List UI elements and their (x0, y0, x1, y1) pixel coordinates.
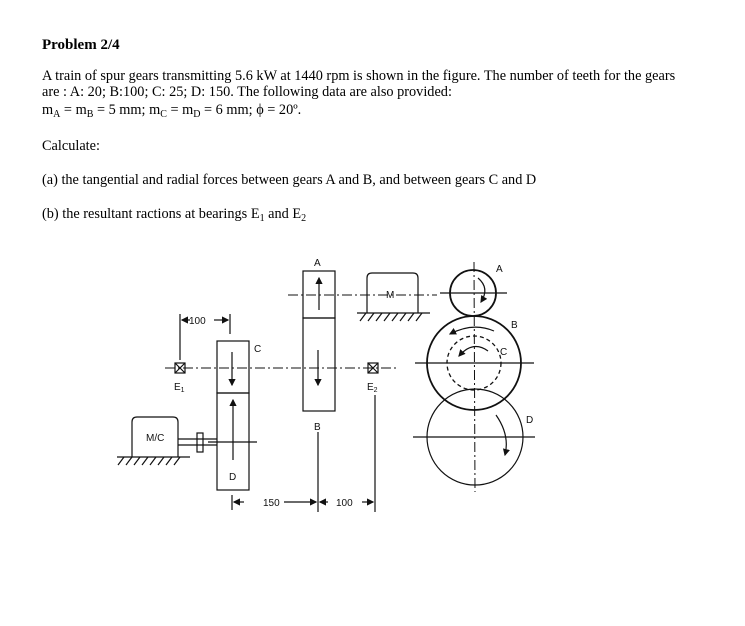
text: m (42, 102, 54, 118)
text: B (86, 109, 94, 120)
gear-c-side (217, 341, 249, 393)
ground-hatch (118, 457, 180, 465)
ground-hatch (360, 313, 422, 321)
text: (b) the resultant ractions at bearings E (42, 206, 260, 222)
dim-100-top: 100 (189, 316, 206, 327)
label-circle-b: B (511, 320, 518, 331)
text: = m (166, 102, 194, 118)
text: = 6 mm; ϕ = 20º. (200, 102, 302, 118)
label-machine: M/C (146, 433, 165, 444)
rotation-arrow-b (450, 327, 494, 334)
rotation-arrow-c (459, 347, 488, 356)
label-circle-c: C (500, 347, 508, 358)
part-a: (a) the tangential and radial forces between gears A and B, and between gears C and D (42, 172, 537, 188)
calculate-heading: Calculate: (42, 138, 100, 154)
text: and E (264, 206, 302, 222)
problem-title: Problem 2/4 (42, 37, 120, 53)
label-gear-d: D (229, 472, 237, 483)
label-e1: $E_1$ (174, 382, 185, 394)
label-e2: $E_2$ (367, 382, 378, 394)
gear-b-side (303, 318, 335, 411)
text: 1 (259, 213, 265, 224)
intro-line-1: A train of spur gears transmitting 5.6 kW at 1440 rpm is shown in the figure. The number of teeth for the gears (42, 68, 676, 84)
rotation-arrow-a (478, 278, 485, 302)
text: 2 (301, 213, 307, 224)
label-circle-d: D (526, 415, 534, 426)
text: = 5 mm; m (93, 102, 161, 118)
text: D (193, 109, 201, 120)
coupling (197, 433, 203, 452)
dim-150: 150 (263, 498, 280, 509)
intro-line-2: are : A: 20; B:100; C: 25; D: 150. The following data are also provided: (42, 84, 452, 100)
label-motor: M (386, 290, 395, 301)
dim-100-bottom: 100 (336, 498, 353, 509)
text: = m (60, 102, 87, 118)
vertical-centerline (474, 262, 475, 492)
label-gear-b: B (314, 422, 321, 433)
label-circle-a: A (496, 264, 503, 275)
label-gear-c: C (254, 344, 262, 355)
rotation-arrow-d (496, 415, 506, 455)
text: A (53, 109, 61, 120)
text: C (160, 109, 167, 120)
label-gear-a: A (314, 258, 321, 269)
